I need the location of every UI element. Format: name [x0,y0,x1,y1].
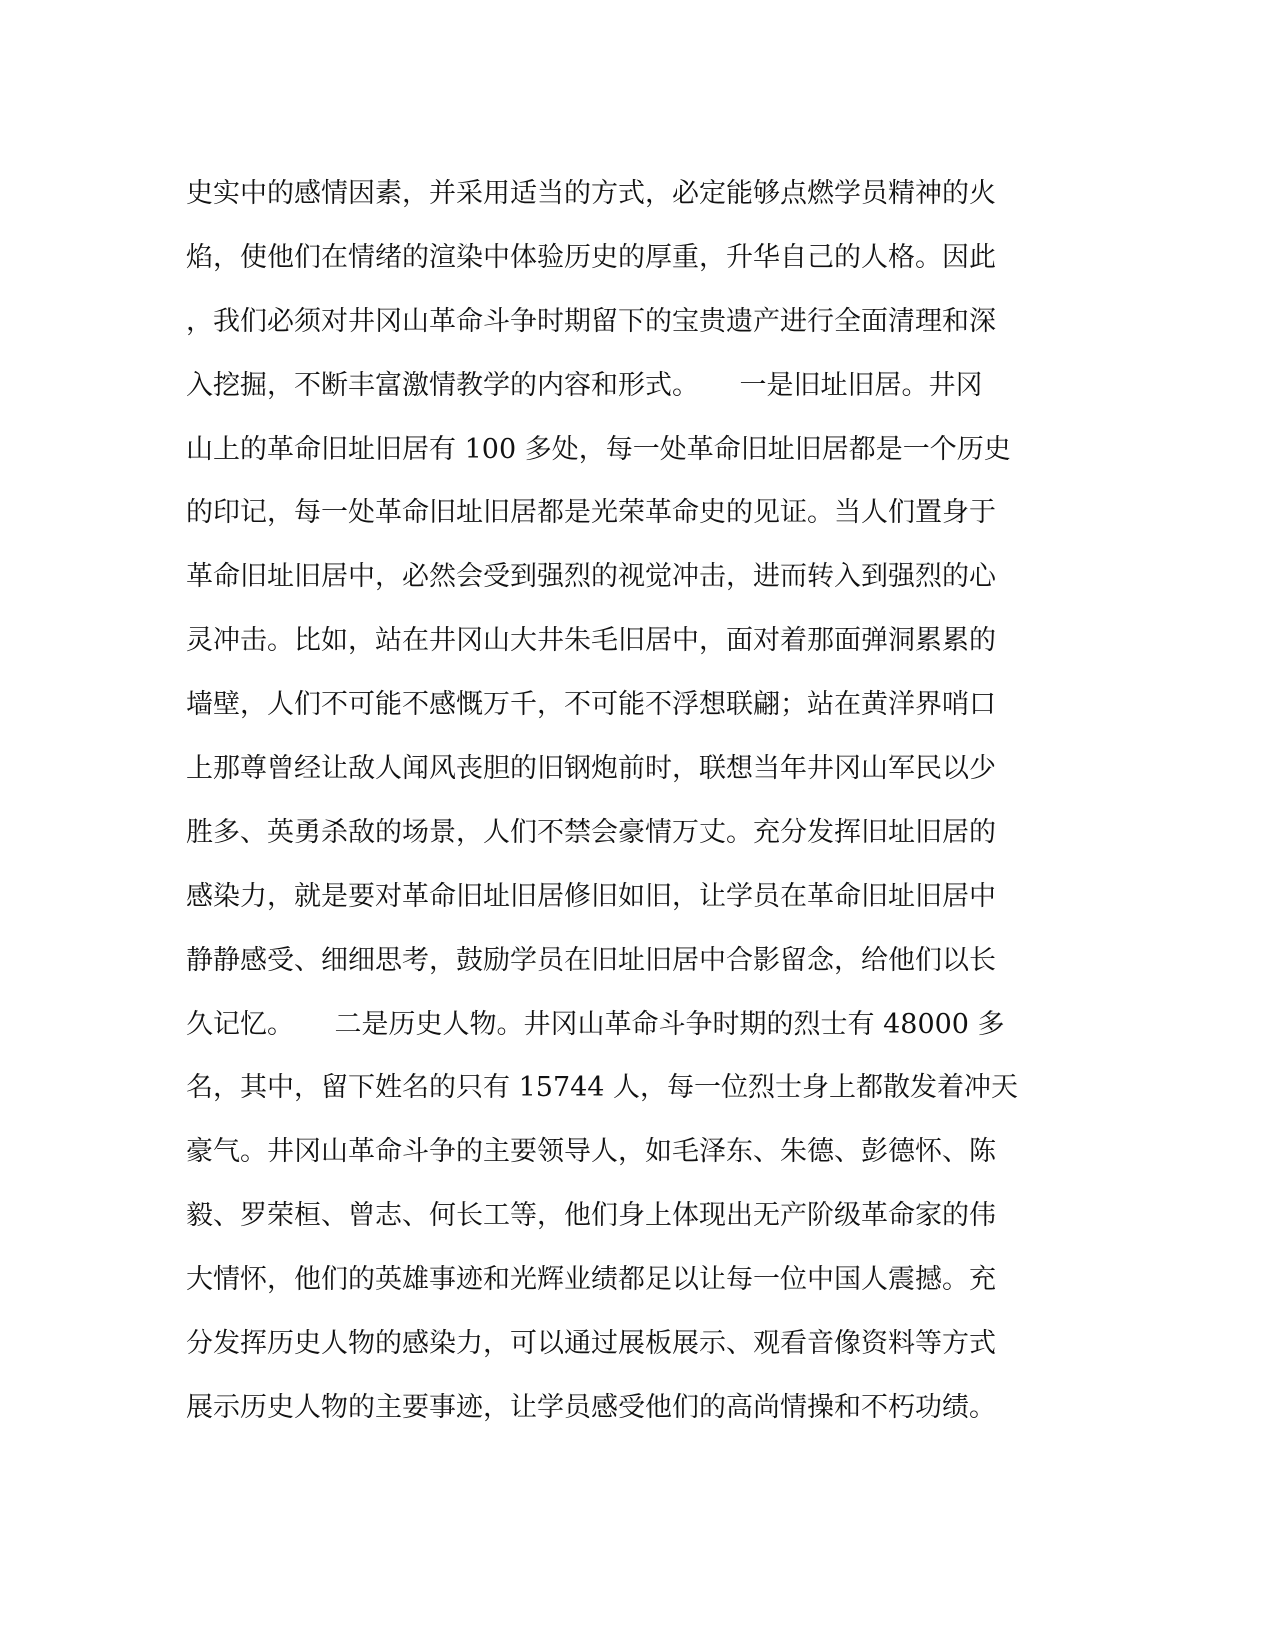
text-line: 山上的革命旧址旧居有 100 多处，每一处革命旧址旧居都是一个历史 [186,433,1011,465]
text-line: 入挖掘，不断丰富激情教学的内容和形式。 一是旧址旧居。井冈 [186,369,983,401]
text-line: 墙壁，人们不可能不感慨万千，不可能不浮想联翩；站在黄洋界哨口 [186,689,996,721]
text-line: 展示历史人物的主要事迹，让学员感受他们的高尚情操和不朽功绩。 [186,1391,996,1423]
text-line: 分发挥历史人物的感染力，可以通过展板展示、观看音像资料等方式 [186,1328,996,1360]
text-line: 静静感受、细细思考，鼓励学员在旧址旧居中合影留念，给他们以长 [186,944,996,976]
text-line: 毅、罗荣桓、曾志、何长工等，他们身上体现出无产阶级革命家的伟 [186,1200,996,1232]
text-line: 名，其中，留下姓名的只有 15744 人，每一位烈士身上都散发着冲天 [186,1072,1019,1104]
text-line: 豪气。井冈山革命斗争的主要领导人，如毛泽东、朱德、彭德怀、陈 [186,1136,996,1168]
text-line: ，我们必须对井冈山革命斗争时期留下的宝贵遗产进行全面清理和深 [186,305,996,337]
text-line: 的印记，每一处革命旧址旧居都是光荣革命史的见证。当人们置身于 [186,497,996,529]
text-line: 灵冲击。比如，站在井冈山大井朱毛旧居中，面对着那面弹洞累累的 [186,625,996,657]
body-text [186,162,1066,1440]
text-line: 焰，使他们在情绪的渲染中体验历史的厚重，升华自己的人格。因此 [186,241,996,273]
text-line: 久记忆。 二是历史人物。井冈山革命斗争时期的烈士有 48000 多 [186,1008,1005,1040]
text-line: 胜多、英勇杀敌的场景，人们不禁会豪情万丈。充分发挥旧址旧居的 [186,816,996,848]
text-line: 大情怀，他们的英雄事迹和光辉业绩都足以让每一位中国人震撼。充 [186,1264,996,1296]
text-line: 感染力，就是要对革命旧址旧居修旧如旧，让学员在革命旧址旧居中 [186,880,996,912]
text-line: 上那尊曾经让敌人闻风丧胆的旧钢炮前时，联想当年井冈山军民以少 [186,753,996,785]
text-line: 史实中的感情因素，并采用适当的方式，必定能够点燃学员精神的火 [186,178,996,209]
text-line: 革命旧址旧居中，必然会受到强烈的视觉冲击，进而转入到强烈的心 [186,561,996,593]
